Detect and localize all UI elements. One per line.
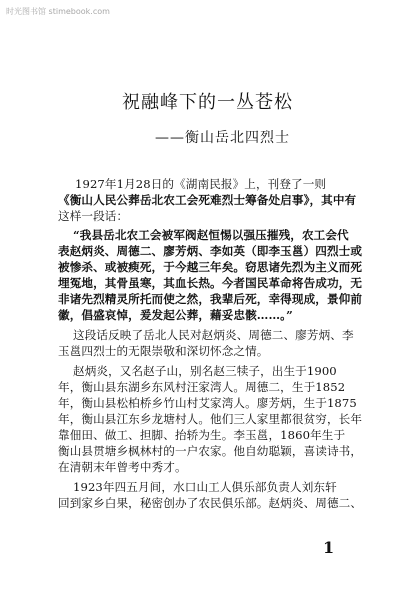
text-line: 在清朝末年曾考中秀才。 bbox=[58, 460, 187, 474]
page-title: 祝融峰下的一丛苍松 bbox=[122, 92, 293, 113]
text-line: 回到家乡白果，秘密创办了农民俱乐部。赵炳炎、周德二、 bbox=[58, 496, 363, 510]
text-line: 1927年1月28日的《湖南民报》上，刊登了一则 bbox=[75, 177, 327, 191]
page-subtitle: ——衡山岳北四烈士 bbox=[155, 130, 290, 146]
text-line: 被惨杀、或被瘐死，于今越三年矣。窃思诸先烈为主义而死 bbox=[58, 260, 363, 274]
text-line: 赵炳炎，又名赵子山，别名赵三犊子，出生于1900 bbox=[73, 364, 337, 378]
text-line: 《衡山人民公葬岳北农工会死难烈士筹备处启事》，其中有 bbox=[58, 193, 357, 207]
text-line: 衡山县贯塘乡枫林村的一户农家。他自幼聪颖，喜读诗书， bbox=[58, 444, 363, 458]
text-line: 玉邕四烈士的无限崇敬和深切怀念之情。 bbox=[58, 344, 269, 358]
text-line: 年，衡山县江东乡龙塘村人。他们三人家里都很贫穷，长年 bbox=[58, 412, 363, 426]
text-line: 1923年四五月间，水口山工人俱乐部负责人刘东轩 bbox=[73, 480, 337, 494]
text-line: 徽，倡盛哀悼，爰发起公葬，藉妥忠骸……。” bbox=[58, 308, 293, 322]
text-line: 表赵炳炎、周德二、廖芳炳、李如英（即李玉邕）四烈士或 bbox=[58, 244, 363, 258]
text-line: 年，衡山县松柏桥乡竹山村艾家湾人。廖芳炳，生于1875 bbox=[58, 396, 357, 410]
text-line: “我县岳北农工会被军阀赵恒惕以强压摧残，农工会代 bbox=[73, 228, 349, 242]
text-line: 年，衡山县东湖乡东风村汪家湾人。周德二，生于1852 bbox=[58, 380, 346, 394]
page-number: 1 bbox=[323, 538, 335, 557]
text-line: 埋冤地，其骨虽寒，其血长热。今者国民革命将告成功，无 bbox=[58, 276, 363, 290]
text-line: 非诸先烈精灵所托而使之然，我辈后死，幸得现成，景仰前 bbox=[58, 292, 363, 306]
text-line: 这段话反映了岳北人民对赵炳炎、周德二、廖芳炳、李 bbox=[73, 328, 354, 342]
text-line: 靠佃田、做工、担脚、抬轿为生。李玉邕，1860年生于 bbox=[58, 428, 346, 442]
text-line: 这样一段话： bbox=[58, 209, 129, 223]
watermark: 时光图书馆 stimebook.com bbox=[6, 7, 110, 16]
